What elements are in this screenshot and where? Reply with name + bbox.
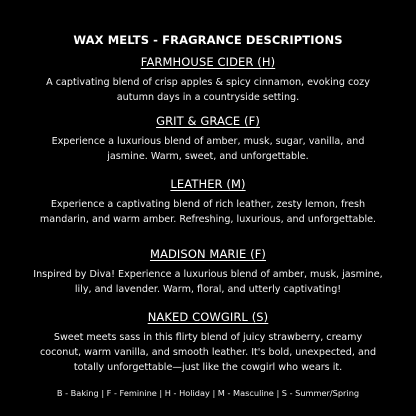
fragrance-description: Inspired by Diva! Experience a luxurious blend of amber, musk, jasmine, lily, and lavender. Warm, floral, and utterly captivating! [33,269,383,295]
fragrance-entry-naked-cowgirl [0,310,416,375]
fragrance-description: Sweet meets sass in this flirty blend of juicy strawberry, creamy coconut, warm vanilla, and smooth leather. It's bold, unexpected, and totally unforgettable—just like the cowgirl who wears it. [39,332,377,373]
fragrance-entry-leather [0,177,416,227]
fragrance-description: A captivating blend of crisp apples & spicy cinnamon, evoking cozy autumn days in a countryside setting. [46,77,370,103]
fragrance-entry-farmhouse-cider [0,55,416,105]
page-title: WAX MELTS - FRAGRANCE DESCRIPTIONS [73,33,343,47]
fragrance-name: MADISON MARIE (F) [149,247,267,261]
fragrance-name: LEATHER (M) [170,177,246,191]
fragrance-name: FARMHOUSE CIDER (H) [140,55,276,69]
fragrance-entry-grit-and-grace [0,114,416,164]
fragrance-description: Experience a luxurious blend of amber, musk, sugar, vanilla, and jasmine. Warm, sweet, and unforgettable. [51,136,365,162]
fragrance-description: Experience a captivating blend of rich leather, zesty lemon, fresh mandarin, and warm amber. Refreshing, luxurious, and unforgettable. [39,199,377,225]
fragrance-name: NAKED COWGIRL (S) [147,310,269,324]
fragrance-entry-madison-marie [0,247,416,297]
category-legend: B - Baking | F - Feminine | H - Holiday | M - Masculine | S - Summer/Spring [56,388,360,398]
fragrance-name: GRIT & GRACE (F) [156,114,260,128]
